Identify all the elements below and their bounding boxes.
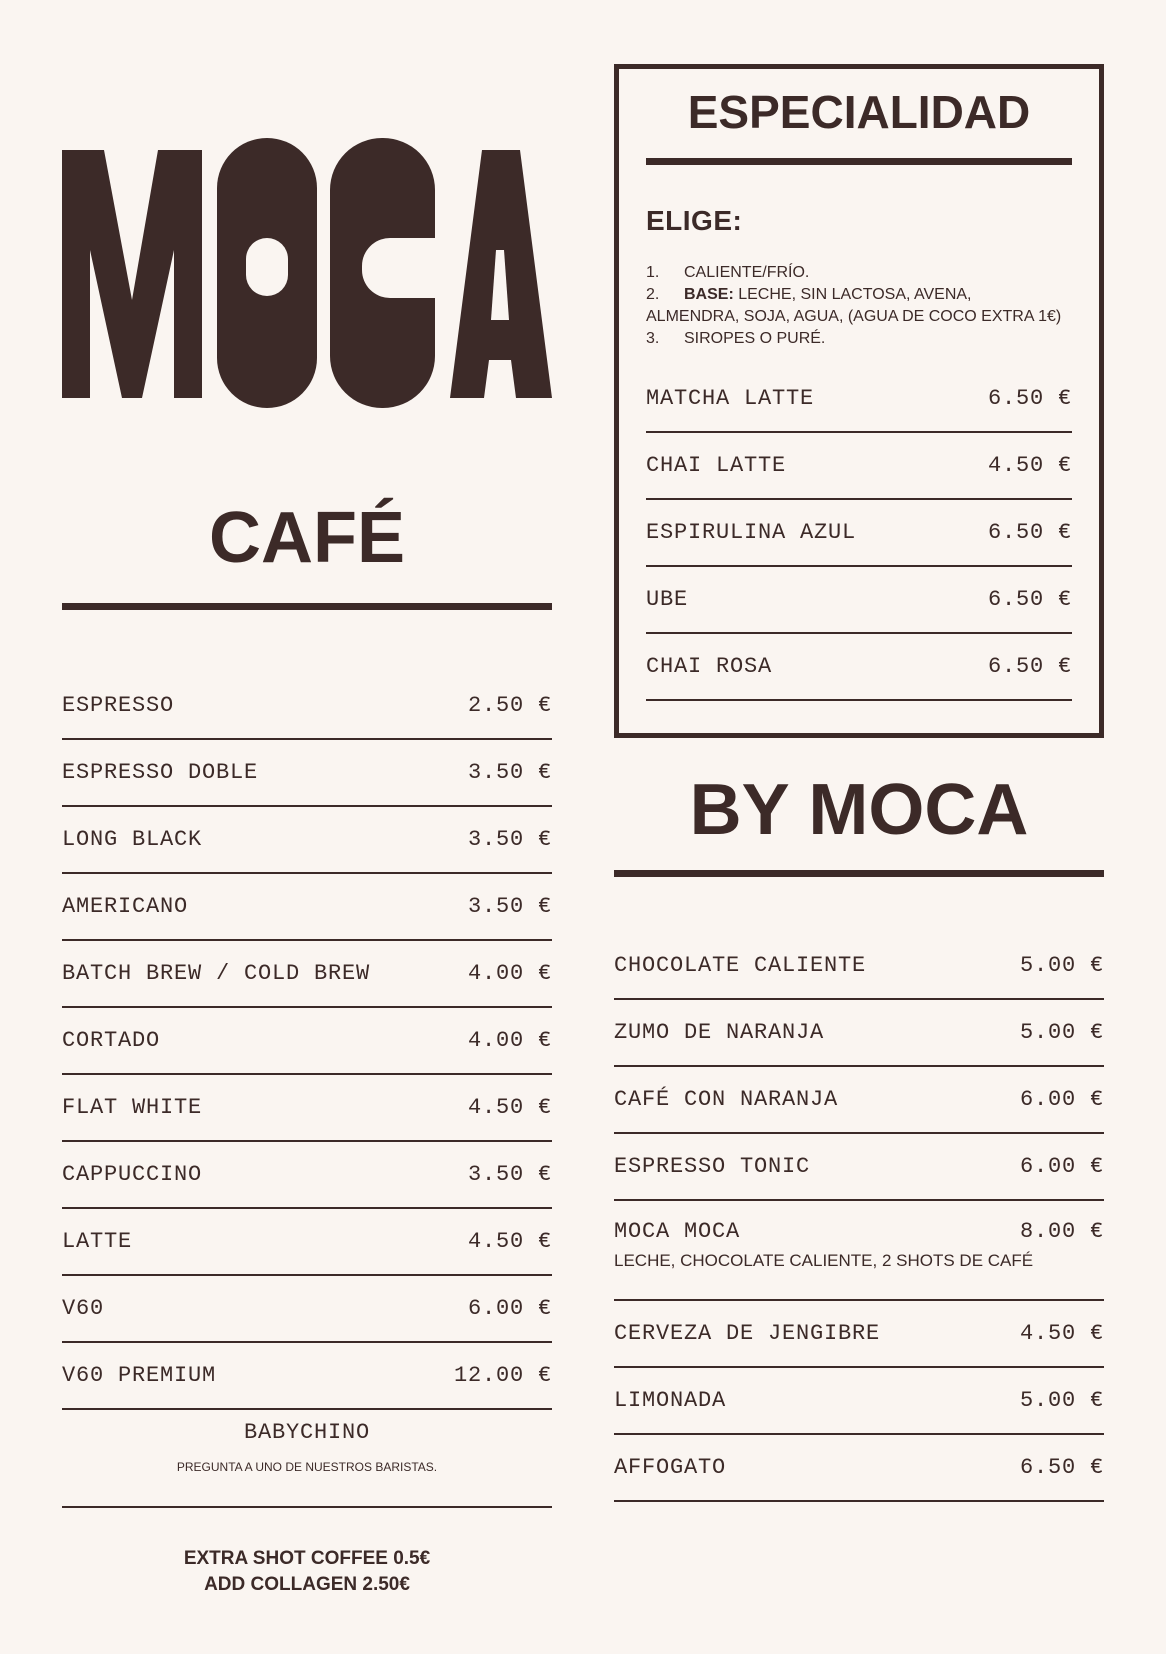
menu-item-row xyxy=(62,740,552,807)
menu-item-name: CAFÉ CON NARANJA xyxy=(614,1087,839,1112)
step-1: 1. CALIENTE/FRÍO. xyxy=(646,264,810,281)
menu-item-price: 3.50 € xyxy=(467,760,552,785)
menu-item-name: ESPRESSO xyxy=(62,693,175,718)
menu-item-row xyxy=(614,1368,1104,1435)
cafe-title: CAFÉ xyxy=(209,498,405,578)
menu-item-price: 6.50 € xyxy=(987,654,1072,679)
menu-item-price: 8.00 € xyxy=(1019,1219,1104,1244)
menu-item-name: AFFOGATO xyxy=(614,1455,727,1480)
menu-item-name: CHAI ROSA xyxy=(646,654,773,679)
menu-item-name: AMERICANO xyxy=(62,894,189,919)
menu-item-price: 4.00 € xyxy=(467,1028,552,1053)
extra-shot-text: EXTRA SHOT COFFEE 0.5€ xyxy=(183,1548,431,1569)
menu-item-price: 6.00 € xyxy=(467,1296,552,1321)
menu-item-name: V60 PREMIUM xyxy=(62,1363,217,1388)
menu-item-row xyxy=(614,1000,1104,1067)
menu-item-row xyxy=(62,1209,552,1276)
menu-item-name: CORTADO xyxy=(62,1028,161,1053)
menu-item-price: 6.50 € xyxy=(987,587,1072,612)
moca-logo xyxy=(62,130,552,420)
menu-item-name: MOCA MOCA xyxy=(614,1219,741,1244)
menu-item-row xyxy=(646,500,1072,567)
menu-item-price: 6.00 € xyxy=(1019,1087,1104,1112)
menu-item-name: CAPPUCCINO xyxy=(62,1162,203,1187)
menu-item-name: ESPRESSO DOBLE xyxy=(62,760,259,785)
menu-item-row xyxy=(614,1301,1104,1368)
menu-item-row xyxy=(646,433,1072,500)
menu-item-row xyxy=(614,1134,1104,1201)
menu-item-price: 6.50 € xyxy=(987,386,1072,411)
menu-item-name: LATTE xyxy=(62,1229,133,1254)
menu-item-row xyxy=(62,941,552,1008)
step-2-continued: ALMENDRA, SOJA, AGUA, (AGUA DE COCO EXTRA 1€) xyxy=(646,308,1062,325)
menu-item-name: CHAI LATTE xyxy=(646,453,787,478)
menu-item-price: 6.50 € xyxy=(987,520,1072,545)
menu-item-name: LIMONADA xyxy=(614,1388,727,1413)
menu-item-name: ZUMO DE NARANJA xyxy=(614,1020,825,1045)
menu-item-note: LECHE, CHOCOLATE CALIENTE, 2 SHOTS DE CAFÉ xyxy=(614,1251,1034,1270)
menu-item-price: 2.50 € xyxy=(467,693,552,718)
logo-letter-o xyxy=(217,138,317,408)
especialidad-title-rule xyxy=(646,158,1072,165)
menu-item-row xyxy=(62,807,552,874)
menu-item-price: 6.50 € xyxy=(1019,1455,1104,1480)
menu-item-name: ESPIRULINA AZUL xyxy=(646,520,857,545)
menu-item-price: 3.50 € xyxy=(467,894,552,919)
menu-item-name: FLAT WHITE xyxy=(62,1095,203,1120)
menu-item-row xyxy=(62,1008,552,1075)
menu-item-name: BATCH BREW / COLD BREW xyxy=(62,961,371,986)
elige-label: ELIGE: xyxy=(646,205,743,236)
menu-item-name: CERVEZA DE JENGIBRE xyxy=(614,1321,881,1346)
elige-steps xyxy=(646,262,1086,350)
menu-item-price: 3.50 € xyxy=(467,1162,552,1187)
menu-item-price: 12.00 € xyxy=(453,1363,552,1388)
menu-item-row xyxy=(62,1276,552,1343)
menu-item-row xyxy=(614,933,1104,1000)
menu-item-price: 6.00 € xyxy=(1019,1154,1104,1179)
menu-item-price: 5.00 € xyxy=(1019,1020,1104,1045)
menu-item-price: 3.50 € xyxy=(467,827,552,852)
logo-letter-c xyxy=(330,138,442,408)
step-3: 3. SIROPES O PURÉ. xyxy=(646,330,826,347)
menu-item-name: UBE xyxy=(646,587,689,612)
babychino-note: PREGUNTA A UNO DE NUESTROS BARISTAS. xyxy=(176,1460,438,1474)
by-moca-title-rule xyxy=(614,870,1104,877)
cafe-title-rule xyxy=(62,603,552,610)
menu-item-price: 4.50 € xyxy=(467,1095,552,1120)
menu-item-row xyxy=(62,1075,552,1142)
add-collagen-text: ADD COLLAGEN 2.50€ xyxy=(204,1574,410,1595)
menu-item-row xyxy=(614,1067,1104,1134)
menu-item-row xyxy=(62,1343,552,1410)
menu-item-row xyxy=(614,1201,1104,1301)
menu-item-price: 5.00 € xyxy=(1019,953,1104,978)
logo-letter-a xyxy=(450,150,552,398)
menu-item-row xyxy=(614,1435,1104,1502)
by-moca-title: BY MOCA xyxy=(689,770,1029,850)
menu-item-row xyxy=(62,673,552,740)
menu-item-row xyxy=(646,567,1072,634)
menu-item-row xyxy=(646,366,1072,433)
step-2: 2. BASE: LECHE, SIN LACTOSA, AVENA, xyxy=(646,286,972,303)
menu-item-row xyxy=(646,634,1072,701)
menu-item-name: LONG BLACK xyxy=(62,827,203,852)
menu-item-row xyxy=(62,1142,552,1209)
menu-item-price: 4.50 € xyxy=(467,1229,552,1254)
menu-item-row xyxy=(62,874,552,941)
babychino-rule xyxy=(62,1506,552,1508)
babychino-label: BABYCHINO xyxy=(243,1420,371,1445)
menu-item-price: 4.50 € xyxy=(987,453,1072,478)
menu-item-name: V60 xyxy=(62,1296,105,1321)
menu-item-price: 5.00 € xyxy=(1019,1388,1104,1413)
menu-item-price: 4.50 € xyxy=(1019,1321,1104,1346)
menu-item-name: MATCHA LATTE xyxy=(646,386,815,411)
menu-item-name: ESPRESSO TONIC xyxy=(614,1154,811,1179)
menu-item-name: CHOCOLATE CALIENTE xyxy=(614,953,867,978)
especialidad-title: ESPECIALIDAD xyxy=(687,86,1031,138)
menu-item-price: 4.00 € xyxy=(467,961,552,986)
logo-letter-m xyxy=(62,150,202,398)
